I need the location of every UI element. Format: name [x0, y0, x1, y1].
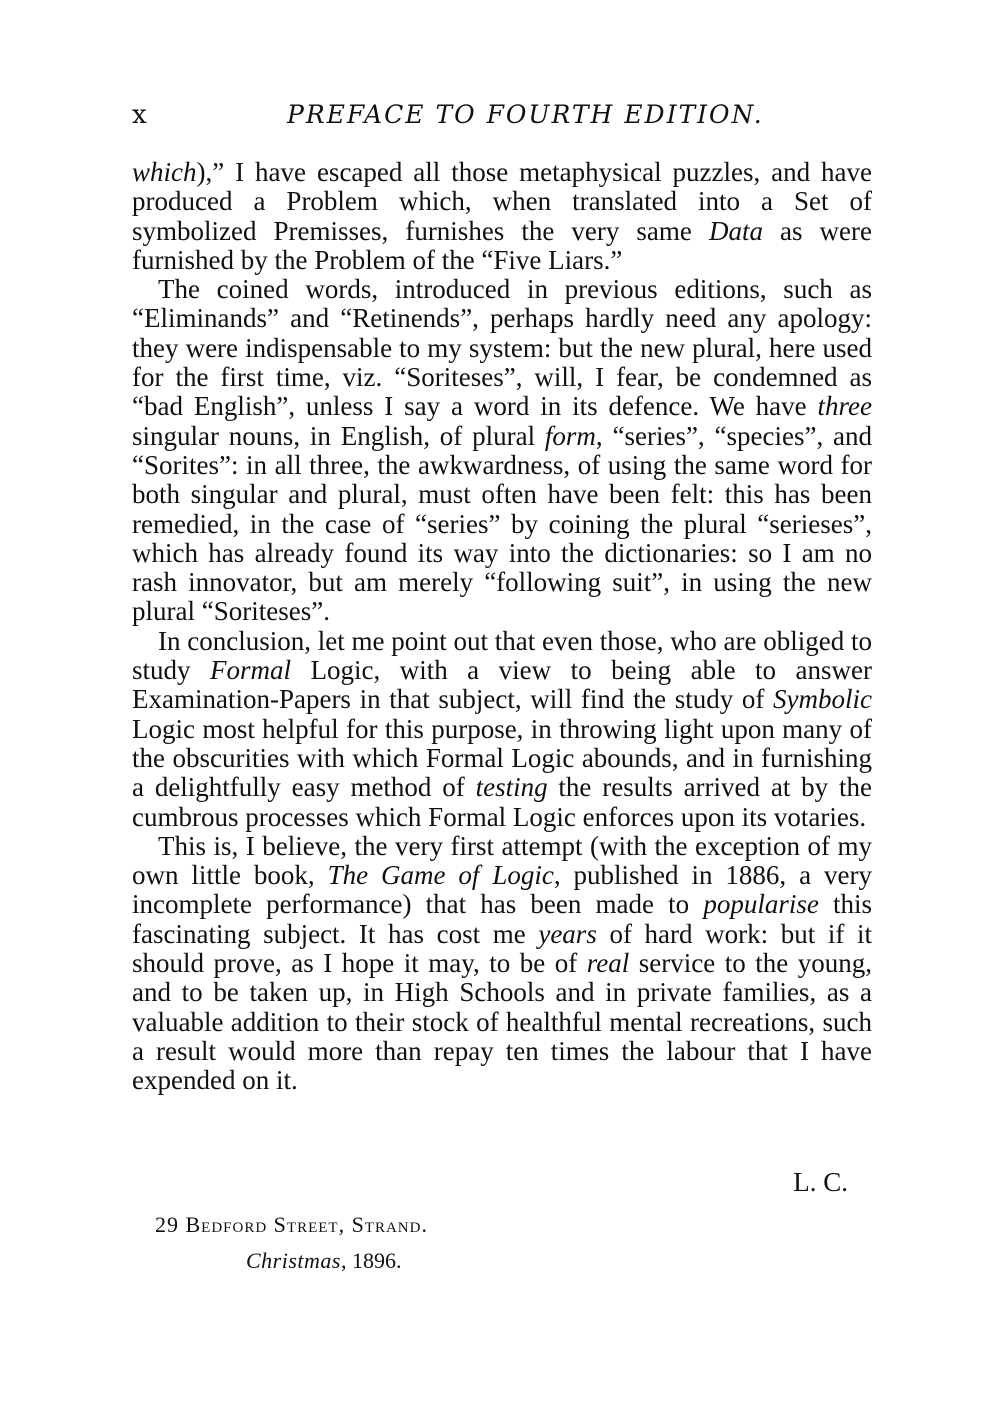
text-run: Logic, with a view to being able to answer Examination-Papers in that subject, will find the study of [132, 655, 872, 715]
text-run: Logic most helpful for this purpose, in throwing light upon many of the obscurities with which Formal Logic abounds, and in furnishing a delightfully easy method of [132, 713, 872, 803]
running-head: PREFACE TO FOURTH EDITION. [287, 100, 764, 129]
text-run: This is, I believe, the very first attempt (with the exception of my own little book, [132, 830, 872, 891]
text-run: service to the young, and to be taken up, in High Schools and in private families, as a valuable addition to their stock of healthful mental recreations, such a result would more than repay ten times the labour that I have expended on it. [132, 948, 872, 1096]
preface-body [132, 158, 872, 1096]
date-year: 1896. [351, 1248, 402, 1273]
text-run: of hard work: but if it should prove, as I hope it may, to be of [132, 918, 872, 979]
page-header [132, 100, 872, 140]
page-number: x [132, 100, 148, 130]
text-run: as were furnished by the Problem of the “Five Liars.” [132, 215, 872, 275]
author-address: 29 Bedford Street, Strand. [155, 1212, 428, 1237]
paragraph [132, 275, 872, 627]
italic-text: popularise [703, 889, 819, 920]
author-signature: L. C. [793, 1167, 848, 1197]
preface-date [246, 1248, 401, 1274]
italic-text: years [538, 918, 597, 949]
text-run: the results arrived at by the cumbrous processes which Formal Logic enforces upon its votaries. [132, 772, 872, 832]
italic-text: The Game of Logic [327, 860, 554, 891]
text-run: singular nouns, in English, of plural [132, 420, 545, 451]
italic-text: which [132, 157, 197, 187]
paragraph [132, 158, 872, 275]
text-run: , published in 1886, a very incomplete performance) that has been made to [132, 860, 872, 920]
italic-text: Data [708, 215, 763, 246]
paragraph [132, 832, 872, 1096]
text-run: ), [196, 157, 213, 187]
date-occasion: Christmas [246, 1248, 341, 1273]
italic-text: real [586, 948, 630, 979]
text-run: , “series”, “species”, and “Sorites”: in all three, the awkwardness, of using the same word for both singular and plural, must often have been felt: this has been remedied, in the case of “series” by coining the plural “serieses”, which has already found its way into the dictionaries: so I am no rash innovator, but am merely “following suit”, in using the new plural “Soriteses”. [132, 420, 872, 627]
text-run: In conclusion, let me point out that even those, who are obliged to study [132, 625, 872, 686]
date-separator: , [340, 1248, 352, 1273]
paragraph [132, 627, 872, 832]
text-run: ” I have escaped all those metaphysical puzzles, and have produced a Problem which, when translated into a Set of symbolized Premisses, furnishes the very same [132, 157, 872, 246]
text-run: this fascinating subject. It has cost me [132, 889, 873, 949]
italic-text: testing [475, 772, 548, 803]
italic-text: three [817, 391, 872, 422]
italic-text: Formal [210, 655, 291, 686]
italic-text: Symbolic [773, 684, 872, 715]
italic-text: form [544, 420, 596, 451]
text-run: The coined words, introduced in previous editions, such as “Eliminands” and “Retinends”, perhaps hardly need any apology: they were indispensable to my system: but the new plural, here used for the first time, viz. “Soriteses”, will, I fear, be condemned as “bad English”, unless I say a word in its defence. We have [132, 274, 872, 422]
